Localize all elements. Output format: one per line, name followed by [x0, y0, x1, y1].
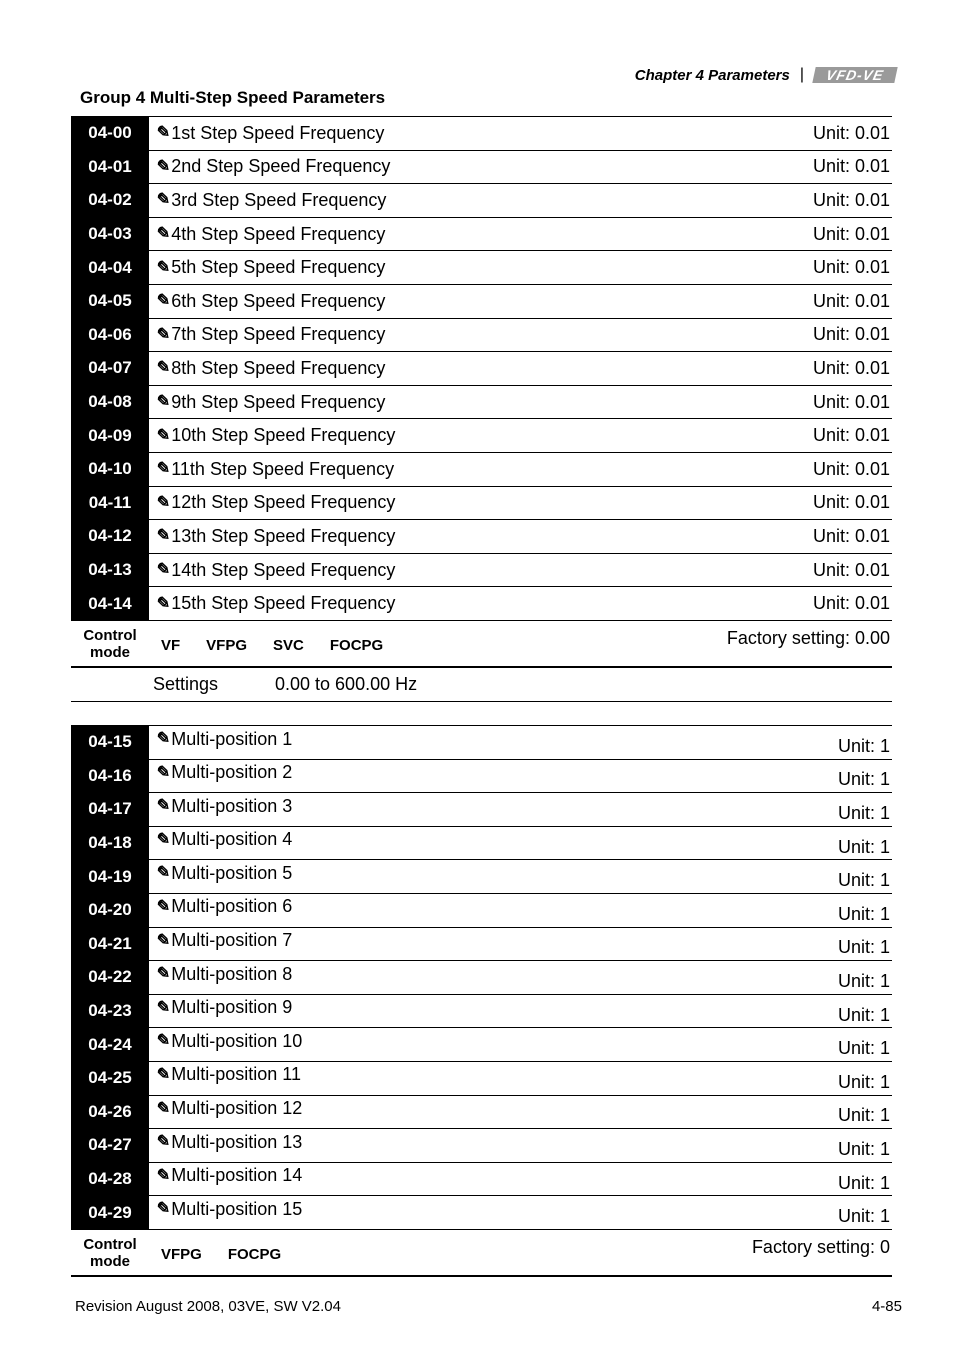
- parameter-name: [155, 1098, 302, 1120]
- parameter-name-text: Multi-position 1: [171, 728, 293, 749]
- pencil-icon: ✎: [153, 963, 171, 985]
- parameter-name: [155, 795, 292, 817]
- control-mode-item: VFPG: [206, 636, 248, 654]
- table-row: [71, 318, 892, 352]
- pencil-icon: ✎: [153, 1063, 171, 1086]
- parameter-name-text: 2nd Step Speed Frequency: [171, 156, 391, 177]
- parameter-name-text: Multi-position 13: [171, 1131, 303, 1152]
- parameter-name: [155, 728, 292, 750]
- parameter-unit: Unit: 0.01: [812, 223, 890, 244]
- parameter-name-text: Multi-position 11: [171, 1064, 301, 1085]
- parameter-unit: Unit: 1: [837, 1105, 890, 1126]
- parameter-name: [155, 963, 292, 985]
- control-label-line2: mode: [89, 1252, 130, 1270]
- parameter-code: 04-19: [71, 860, 149, 893]
- pencil-icon: ✎: [153, 155, 171, 177]
- table-row: [71, 553, 892, 587]
- parameter-name: [155, 930, 292, 952]
- parameter-name: [155, 1165, 302, 1187]
- parameter-name-text: 11th Step Speed Frequency: [171, 458, 395, 479]
- parameter-code: 04-10: [71, 453, 149, 486]
- pencil-icon: ✎: [153, 592, 171, 614]
- footer-page-number: 4-85: [871, 1298, 902, 1315]
- parameter-code: 04-03: [71, 218, 149, 251]
- factory-setting: Factory setting: 0.00: [726, 627, 890, 648]
- table-row: [71, 1195, 892, 1229]
- control-mode-row: [71, 620, 892, 668]
- pencil-icon: ✎: [153, 122, 171, 144]
- parameter-name: [155, 117, 384, 150]
- parameter-code: 04-17: [71, 793, 149, 826]
- table-row: [71, 250, 892, 284]
- pencil-icon: ✎: [153, 1164, 171, 1186]
- table-row: [71, 759, 892, 793]
- table-row: [71, 452, 892, 486]
- group-title: Group 4 Multi-Step Speed Parameters: [80, 88, 386, 107]
- parameter-code: 04-25: [71, 1062, 149, 1095]
- table-row: [71, 586, 892, 620]
- parameter-name-text: 12th Step Speed Frequency: [171, 492, 396, 513]
- parameter-code: 04-18: [71, 827, 149, 860]
- pencil-icon: ✎: [153, 727, 171, 750]
- table-row: [71, 826, 892, 860]
- factory-setting: Factory setting: 0: [751, 1236, 890, 1257]
- parameter-unit: Unit: 0.01: [812, 593, 890, 614]
- control-mode-label: [71, 1236, 149, 1270]
- pencil-icon: ✎: [153, 1131, 171, 1153]
- pencil-icon: ✎: [153, 996, 171, 1018]
- parameter-name: [155, 1064, 301, 1086]
- parameter-name: [155, 587, 395, 620]
- table-row: [71, 893, 892, 927]
- settings-row: [71, 668, 892, 702]
- parameter-unit: Unit: 1: [837, 937, 890, 958]
- control-mode-item: SVC: [273, 636, 304, 654]
- parameter-unit: Unit: 0.01: [812, 290, 890, 311]
- control-label-line2: mode: [89, 643, 130, 661]
- page-header: [635, 66, 896, 84]
- parameter-name-text: Multi-position 15: [171, 1198, 303, 1219]
- parameter-code: 04-27: [71, 1129, 149, 1162]
- table-row: [71, 217, 892, 251]
- parameter-name: [155, 151, 390, 184]
- parameter-name-text: Multi-position 7: [171, 930, 293, 951]
- parameter-unit: Unit: 0.01: [812, 492, 890, 513]
- pencil-icon: ✎: [153, 189, 171, 211]
- table-row: [71, 1095, 892, 1129]
- parameter-name: [155, 218, 385, 251]
- vfd-ve-logo: VFD-VE: [812, 67, 897, 83]
- table-row: [71, 1162, 892, 1196]
- parameter-name-text: 6th Step Speed Frequency: [171, 290, 386, 311]
- parameter-name: [155, 554, 395, 587]
- table-row: [71, 150, 892, 184]
- parameter-unit: Unit: 1: [837, 870, 890, 891]
- pencil-icon: ✎: [153, 828, 171, 850]
- parameter-unit: Unit: 1: [837, 1071, 890, 1092]
- table-row: [71, 960, 892, 994]
- parameter-name-text: Multi-position 9: [171, 997, 293, 1018]
- parameter-name: [155, 251, 385, 284]
- parameter-name: [155, 352, 385, 385]
- parameter-name-text: 13th Step Speed Frequency: [171, 525, 396, 546]
- parameter-unit: Unit: 0.01: [812, 324, 890, 345]
- parameter-code: 04-22: [71, 961, 149, 994]
- parameter-unit: Unit: 1: [837, 1172, 890, 1193]
- table-row: [71, 385, 892, 419]
- settings-value: 0.00 to 600.00 Hz: [275, 673, 418, 694]
- parameter-code: 04-04: [71, 251, 149, 284]
- parameter-name-text: 9th Step Speed Frequency: [171, 391, 386, 412]
- parameter-name-text: Multi-position 6: [171, 896, 293, 917]
- parameter-code: 04-26: [71, 1096, 149, 1129]
- table-row: [71, 486, 892, 520]
- parameter-unit: Unit: 0.01: [812, 357, 890, 378]
- footer-revision: Revision August 2008, 03VE, SW V2.04: [75, 1298, 341, 1315]
- parameter-name-text: Multi-position 4: [171, 829, 293, 850]
- parameter-unit: Unit: 1: [837, 802, 890, 823]
- parameter-code: 04-06: [71, 319, 149, 352]
- parameter-name-text: 4th Step Speed Frequency: [171, 223, 386, 244]
- control-label-line1: Control: [83, 626, 137, 644]
- parameter-code: 04-29: [71, 1196, 149, 1229]
- table-row: [71, 183, 892, 217]
- parameter-code: 04-02: [71, 184, 149, 217]
- parameter-unit: Unit: 1: [837, 769, 890, 790]
- parameter-code: 04-01: [71, 151, 149, 184]
- parameter-name: [155, 762, 292, 784]
- parameter-unit: Unit: 0.01: [812, 257, 890, 278]
- table-row: [71, 859, 892, 893]
- header-separator: |: [799, 66, 804, 83]
- pencil-icon: ✎: [153, 929, 171, 951]
- parameter-name: [155, 419, 395, 452]
- multi-step-speed-table: [71, 116, 892, 702]
- parameter-name: [155, 386, 385, 419]
- parameter-unit: Unit: 1: [837, 1206, 890, 1227]
- parameter-name-text: 7th Step Speed Frequency: [171, 324, 386, 345]
- parameter-name: [155, 319, 385, 352]
- chapter-title: Chapter 4 Parameters: [634, 66, 790, 84]
- pencil-icon: ✎: [153, 558, 171, 581]
- parameter-code: 04-14: [71, 587, 149, 620]
- parameter-code: 04-23: [71, 995, 149, 1028]
- parameter-name: [155, 520, 395, 553]
- settings-label: Settings: [153, 673, 219, 694]
- table-row: [71, 519, 892, 553]
- pencil-icon: ✎: [153, 424, 171, 446]
- parameter-code: 04-16: [71, 760, 149, 793]
- parameter-code: 04-24: [71, 1028, 149, 1061]
- parameter-unit: Unit: 1: [837, 735, 890, 756]
- parameter-name: [155, 829, 292, 851]
- parameter-name-text: Multi-position 14: [171, 1165, 303, 1186]
- pencil-icon: ✎: [153, 1097, 171, 1119]
- parameter-name: [155, 487, 395, 520]
- control-mode-item: FOCPG: [227, 1245, 282, 1263]
- parameter-name-text: 3rd Step Speed Frequency: [171, 189, 387, 210]
- multi-position-table: [71, 725, 892, 1277]
- parameter-code: 04-20: [71, 894, 149, 927]
- parameter-name-text: Multi-position 8: [171, 963, 293, 984]
- pencil-icon: ✎: [153, 222, 171, 245]
- table-row: [71, 792, 892, 826]
- parameter-name: [155, 1198, 302, 1220]
- parameter-name-text: 5th Step Speed Frequency: [171, 257, 386, 278]
- table-row: [71, 116, 892, 150]
- control-modes: [161, 637, 409, 654]
- parameter-code: 04-09: [71, 419, 149, 452]
- parameter-name-text: Multi-position 10: [171, 1030, 303, 1051]
- table-row: [71, 284, 892, 318]
- parameter-code: 04-08: [71, 386, 149, 419]
- parameter-unit: Unit: 0.01: [812, 425, 890, 446]
- parameter-code: 04-05: [71, 285, 149, 318]
- parameter-name-text: Multi-position 2: [171, 762, 293, 783]
- pencil-icon: ✎: [153, 390, 171, 413]
- control-mode-label: [71, 627, 149, 661]
- parameter-name: [155, 1030, 302, 1052]
- pencil-icon: ✎: [153, 525, 171, 547]
- parameter-name-text: 1st Step Speed Frequency: [171, 122, 385, 143]
- parameter-unit: Unit: 1: [837, 903, 890, 924]
- parameter-name-text: Multi-position 3: [171, 795, 293, 816]
- control-mode-item: VFPG: [161, 1245, 202, 1263]
- control-modes: [161, 1246, 307, 1263]
- table-rows: [71, 116, 892, 620]
- parameter-code: 04-15: [71, 726, 149, 759]
- parameter-unit: Unit: 0.01: [812, 458, 890, 479]
- control-mode-row: [71, 1229, 892, 1277]
- pencil-icon: ✎: [153, 458, 171, 480]
- parameter-name: [155, 453, 394, 486]
- parameter-unit: Unit: 0.01: [812, 559, 890, 580]
- parameter-code: 04-12: [71, 520, 149, 553]
- pencil-icon: ✎: [153, 895, 171, 918]
- parameter-code: 04-00: [71, 117, 149, 150]
- parameter-name-text: Multi-position 5: [171, 862, 293, 883]
- parameter-code: 04-21: [71, 928, 149, 961]
- parameter-unit: Unit: 1: [837, 1038, 890, 1059]
- pencil-icon: ✎: [153, 290, 171, 312]
- parameter-unit: Unit: 1: [837, 970, 890, 991]
- pencil-icon: ✎: [153, 862, 171, 884]
- table-row: [71, 927, 892, 961]
- parameter-code: 04-28: [71, 1163, 149, 1196]
- table-row: [71, 1061, 892, 1095]
- parameter-name-text: 15th Step Speed Frequency: [171, 593, 396, 614]
- pencil-icon: ✎: [153, 795, 171, 817]
- parameter-name-text: 8th Step Speed Frequency: [171, 357, 386, 378]
- parameter-name: [155, 184, 386, 217]
- table-row: [71, 994, 892, 1028]
- parameter-name: [155, 285, 385, 318]
- pencil-icon: ✎: [153, 357, 171, 379]
- table-row: [71, 1027, 892, 1061]
- pencil-icon: ✎: [153, 761, 171, 783]
- parameter-name: [155, 896, 292, 918]
- parameter-unit: Unit: 1: [837, 1004, 890, 1025]
- pencil-icon: ✎: [153, 491, 171, 513]
- table-rows: [71, 725, 892, 1229]
- parameter-code: 04-11: [71, 487, 149, 520]
- control-label-line1: Control: [83, 1235, 137, 1253]
- table-row: [71, 725, 892, 759]
- parameter-name-text: Multi-position 12: [171, 1098, 303, 1119]
- pencil-icon: ✎: [153, 1198, 171, 1220]
- parameter-name: [155, 1131, 302, 1153]
- parameter-unit: Unit: 0.01: [812, 189, 890, 210]
- control-mode-item: FOCPG: [329, 636, 384, 654]
- parameter-unit: Unit: 0.01: [812, 391, 890, 412]
- table-row: [71, 418, 892, 452]
- parameter-unit: Unit: 1: [837, 1138, 890, 1159]
- parameter-code: 04-13: [71, 554, 149, 587]
- parameter-name: [155, 997, 292, 1019]
- table-row: [71, 351, 892, 385]
- parameter-unit: Unit: 0.01: [812, 156, 890, 177]
- parameter-unit: Unit: 0.01: [812, 525, 890, 546]
- parameter-unit: Unit: 1: [837, 836, 890, 857]
- parameter-code: 04-07: [71, 352, 149, 385]
- parameter-name-text: 10th Step Speed Frequency: [171, 425, 396, 446]
- parameter-name-text: 14th Step Speed Frequency: [171, 559, 396, 580]
- pencil-icon: ✎: [153, 323, 171, 345]
- table-row: [71, 1128, 892, 1162]
- control-mode-item: VF: [161, 636, 181, 654]
- pencil-icon: ✎: [153, 256, 171, 278]
- parameter-unit: Unit: 0.01: [812, 122, 890, 143]
- parameter-name: [155, 862, 292, 884]
- pencil-icon: ✎: [153, 1030, 171, 1052]
